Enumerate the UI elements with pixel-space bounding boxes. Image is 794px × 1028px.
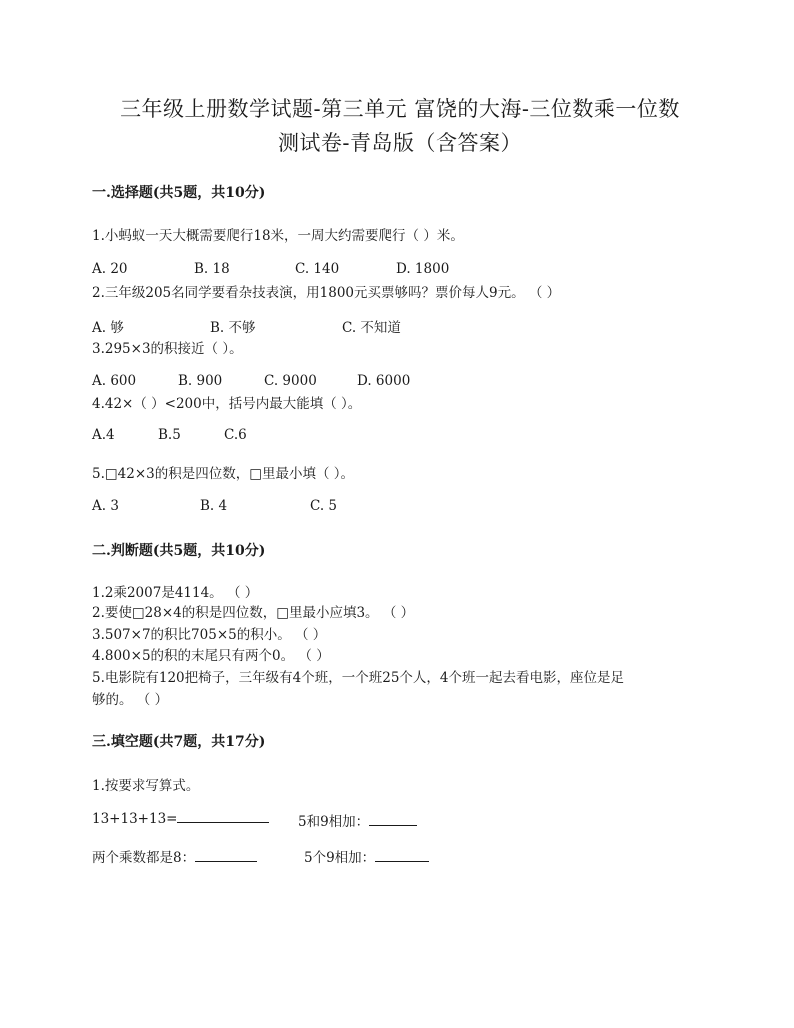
- fill-item-3: [92, 846, 257, 866]
- option-d: D. 1800: [396, 261, 450, 277]
- option-b: B. 4: [200, 498, 228, 514]
- judge-question-5: 5.电影院有120把椅子，三年级有4个班，一个班25个人，4个班一起去看电影，座位是足: [92, 670, 625, 686]
- option-c: C. 140: [295, 261, 340, 277]
- answer-blank[interactable]: [195, 849, 257, 862]
- page-title-line-1: 三年级上册数学试题-第三单元 富饶的大海-三位数乘一位数: [120, 97, 680, 121]
- choice-question-4: 4.42×（ ）<200中，括号内最大能填（ ）。: [92, 396, 362, 412]
- fill-item-label: 5个9相加：: [304, 850, 376, 866]
- option-b: B.5: [158, 427, 181, 443]
- section-heading-fill: 三.填空题(共7题，共17分): [92, 734, 266, 750]
- option-b: B. 18: [194, 261, 230, 277]
- judge-question-5-continued: 够的。 （ ）: [92, 692, 169, 708]
- fill-item-label: 13+13+13=: [92, 811, 178, 827]
- option-a: A. 600: [92, 373, 137, 389]
- option-a: A. 够: [92, 320, 124, 336]
- option-c: C. 不知道: [342, 320, 401, 336]
- option-d: D. 6000: [357, 373, 411, 389]
- fill-question-1: 1.按要求写算式。: [92, 778, 200, 794]
- option-b: B. 900: [178, 373, 223, 389]
- option-c: C. 9000: [264, 373, 317, 389]
- option-a: A.4: [92, 427, 115, 443]
- option-a: A. 3: [92, 498, 119, 514]
- fill-item-2: [298, 810, 417, 830]
- choice-question-5: 5.□42×3的积是四位数，□里最小填（ ）。: [92, 466, 355, 482]
- option-b: B. 不够: [210, 320, 256, 336]
- choice-question-2: 2.三年级205名同学要看杂技表演，用1800元买票够吗？票价每人9元。 （ ）: [92, 285, 561, 301]
- page-title-line-2: 测试卷-青岛版（含答案）: [277, 131, 523, 155]
- answer-blank[interactable]: [375, 849, 429, 862]
- section-heading-judge: 二.判断题(共5题，共10分): [92, 543, 266, 559]
- option-a: A. 20: [92, 261, 128, 277]
- fill-item-label: 5和9相加：: [298, 814, 370, 830]
- fill-item-4: [304, 846, 429, 866]
- option-c: C.6: [224, 427, 247, 443]
- option-c: C. 5: [310, 498, 338, 514]
- judge-question-1: 1.2乘2007是4114。 （ ）: [92, 585, 259, 601]
- choice-question-1: 1.小蚂蚁一天大概需要爬行18米，一周大约需要爬行（ ）米。: [92, 228, 464, 244]
- judge-question-2: 2.要使□28×4的积是四位数，□里最小应填3。 （ ）: [92, 605, 415, 621]
- answer-blank[interactable]: [369, 813, 417, 826]
- choice-question-3: 3.295×3的积接近（ ）。: [92, 341, 243, 357]
- answer-blank[interactable]: [177, 810, 269, 823]
- judge-question-4: 4.800×5的积的末尾只有两个0。 （ ）: [92, 648, 330, 664]
- fill-item-1: [92, 810, 269, 827]
- section-heading-choice: 一.选择题(共5题，共10分): [92, 185, 266, 201]
- judge-question-3: 3.507×7的积比705×5的积小。 （ ）: [92, 627, 327, 643]
- fill-item-label: 两个乘数都是8：: [92, 850, 196, 866]
